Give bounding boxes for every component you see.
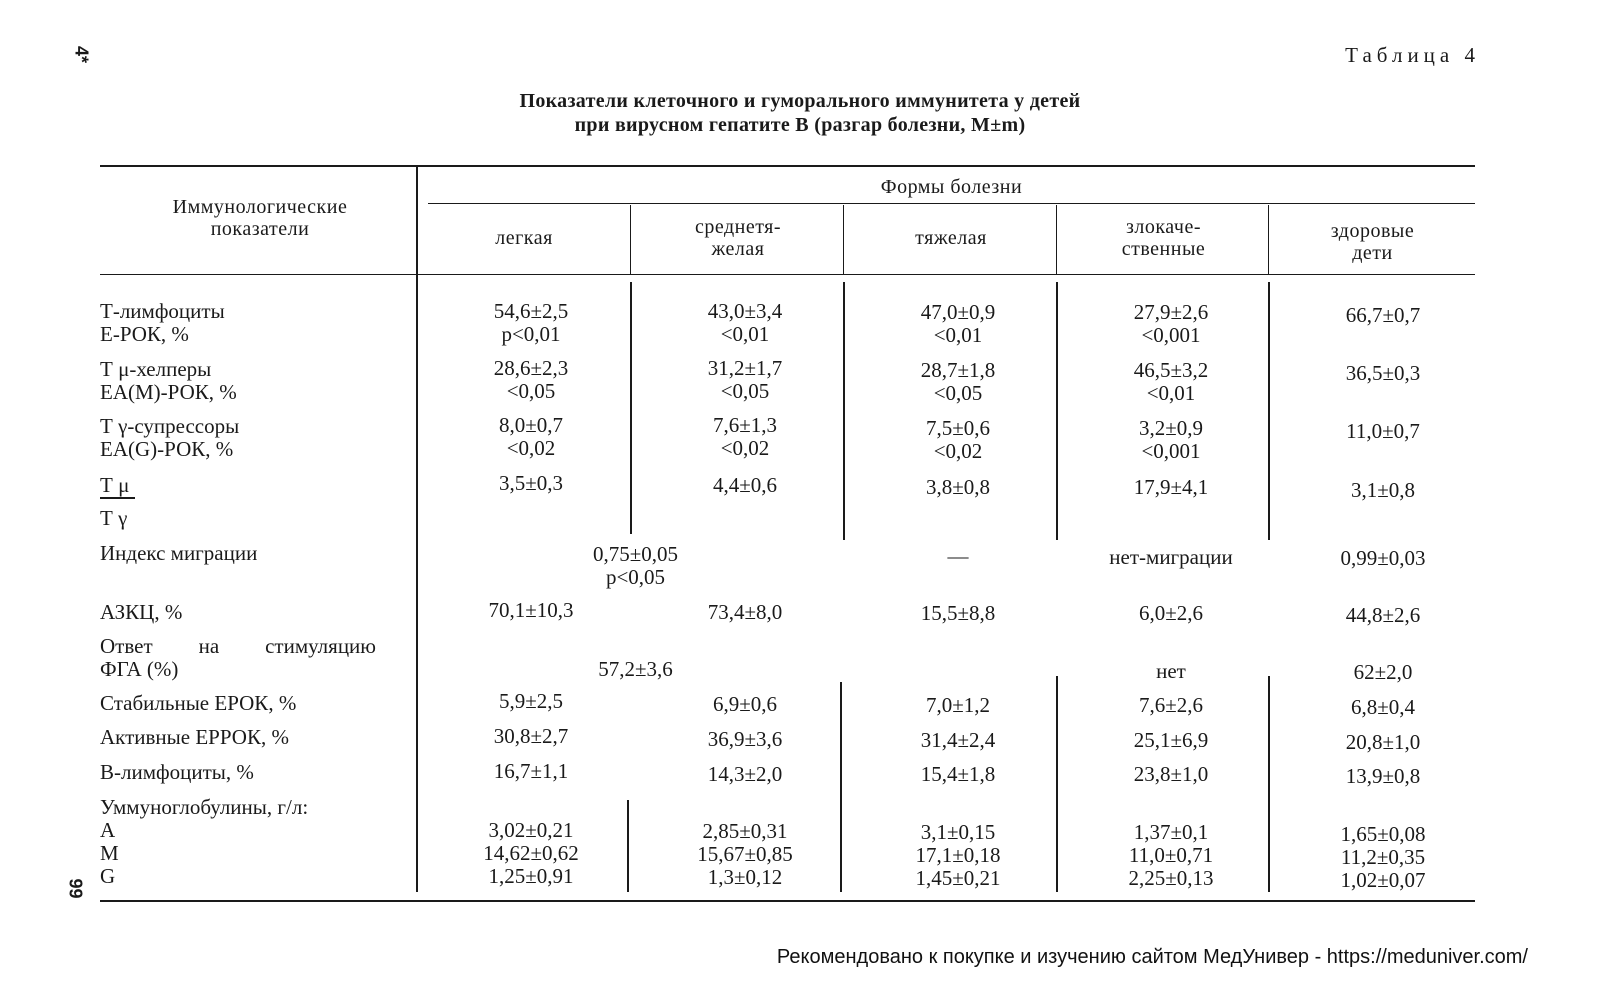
cell-r6-c3 xyxy=(845,602,1071,625)
cell-r8-c4 xyxy=(1058,694,1284,717)
cell-value: 66,7±0,7 xyxy=(1345,303,1421,327)
cell-value: 16,7±1,1 xyxy=(493,759,569,783)
cell-value: 28,6±2,3 xyxy=(493,356,569,380)
row-label-line: ЕА(М)-РОК, % xyxy=(100,380,237,404)
cell-r1-c4 xyxy=(1058,301,1284,347)
cell-r3-c1 xyxy=(418,414,644,460)
cell-r5-c5 xyxy=(1270,547,1496,570)
table-label: Таблица 4 xyxy=(1345,43,1480,67)
cell-value: 36,9±3,6 xyxy=(707,727,783,751)
cell-r2-c2 xyxy=(632,357,858,403)
row-label-word: на xyxy=(198,634,220,658)
cell-value: 6,9±0,6 xyxy=(712,692,778,716)
row-label-active-errok xyxy=(100,726,289,749)
row-label-line: Е-РОК, % xyxy=(100,322,189,346)
row-label-line: А xyxy=(100,818,116,842)
header-col-malignant-line1: злокаче- xyxy=(1126,216,1201,238)
row-label-line: Т μ-хелперы xyxy=(100,357,212,381)
cell-value: 44,8±2,6 xyxy=(1345,603,1421,627)
row-label-line: В-лимфоциты, % xyxy=(100,760,254,784)
cell-value: 1,37±0,1 xyxy=(1133,820,1209,844)
cell-r10-c5 xyxy=(1270,765,1496,788)
cell-value: 3,8±0,8 xyxy=(925,475,991,499)
cell-value: <0,05 xyxy=(506,379,556,403)
cell-value: <0,02 xyxy=(933,439,983,463)
row-label-line1 xyxy=(100,635,376,658)
cell-value xyxy=(632,797,858,820)
cell-value: 6,0±2,6 xyxy=(1138,601,1204,625)
cell-value xyxy=(418,796,644,819)
row-label-line: Индекс миграции xyxy=(100,541,258,565)
cell-r1-c1 xyxy=(418,300,644,346)
cell-value: 2,25±0,13 xyxy=(1128,866,1214,890)
header-indicators-line2: показатели xyxy=(210,218,310,240)
cell-value: p<0,05 xyxy=(605,565,666,589)
cell-value: 2,85±0,31 xyxy=(702,819,788,843)
header-col-moderate-line1: среднетя- xyxy=(694,216,782,238)
cell-value: 5,9±2,5 xyxy=(498,689,564,713)
cell-r3-c5 xyxy=(1270,420,1496,443)
cell-value: 36,5±0,3 xyxy=(1345,361,1421,385)
row-label-line: Активные ЕРРОК, % xyxy=(100,725,289,749)
cell-value: 7,5±0,6 xyxy=(925,416,991,440)
table-title-line2: при вирусном гепатите В (разгар болезни, M±m) xyxy=(574,114,1026,136)
cell-value: 0,99±0,03 xyxy=(1340,546,1426,570)
cell-value: <0,02 xyxy=(506,436,556,460)
cell-value: нет xyxy=(1156,659,1186,683)
page-number: 99 xyxy=(65,878,86,899)
cell-r2-c3 xyxy=(845,359,1071,405)
cell-value: 31,4±2,4 xyxy=(920,728,996,752)
cell-r11-c1 xyxy=(418,796,644,888)
header-col-severe-line1: тяжелая xyxy=(915,227,987,249)
cell-r9-c4 xyxy=(1058,729,1284,752)
row-label-t-suppressors xyxy=(100,415,239,461)
cell-value: 11,0±0,7 xyxy=(1346,419,1420,443)
cell-r5-c3 xyxy=(845,545,1071,568)
cell-value: p<0,01 xyxy=(501,322,561,346)
cell-r10-c2 xyxy=(632,763,858,786)
row-label-word: Ответ xyxy=(100,634,153,658)
cell-r10-c4 xyxy=(1058,763,1284,786)
cell-r6-c4 xyxy=(1058,602,1284,625)
table-title-line1: Показатели клеточного и гуморального иммунитета у детей xyxy=(519,90,1081,112)
cell-value: 7,6±2,6 xyxy=(1138,693,1204,717)
cell-value: 15,4±1,8 xyxy=(920,762,996,786)
row-label-line: АЗКЦ, % xyxy=(100,600,183,624)
footer-recommendation: Рекомендовано к покупке и изучению сайтом МедУнивер - https://meduniver.com/ xyxy=(776,946,1528,968)
cell-value: 13,9±0,8 xyxy=(1345,764,1421,788)
cell-r3-c4 xyxy=(1058,417,1284,463)
row-label-immunoglobulins xyxy=(100,796,308,888)
cell-value: нет-миграции xyxy=(1109,545,1233,569)
cell-value: 1,65±0,08 xyxy=(1340,822,1426,846)
cell-value: <0,05 xyxy=(933,381,983,405)
header-col-healthy-line1: здоровые xyxy=(1330,220,1415,242)
group-header-rule xyxy=(428,203,1475,204)
cell-value: 17,9±4,1 xyxy=(1133,475,1209,499)
cell-value: 73,4±8,0 xyxy=(707,600,783,624)
cell-r5-c12 xyxy=(418,543,853,589)
cell-r11-c3 xyxy=(845,798,1071,890)
row-label-ratio xyxy=(100,474,135,530)
row-label-pha-response xyxy=(100,635,376,681)
header-col-moderate-line2: желая xyxy=(711,238,765,260)
row-label-line: М xyxy=(100,841,119,865)
header-col-malignant xyxy=(1058,216,1269,260)
cell-r7-c4 xyxy=(1058,660,1284,683)
cell-r11-c2 xyxy=(632,797,858,889)
cell-value: 3,1±0,15 xyxy=(920,820,996,844)
header-col-moderate xyxy=(632,216,844,260)
cell-value: 8,0±0,7 xyxy=(498,413,564,437)
cell-value: 43,0±3,4 xyxy=(707,299,783,323)
header-col-healthy xyxy=(1270,220,1475,264)
cell-value xyxy=(1270,800,1496,823)
row-label-adcc xyxy=(100,601,182,624)
cell-value: 3,02±0,21 xyxy=(488,818,574,842)
cell-value: 25,1±6,9 xyxy=(1133,728,1209,752)
cell-value: 46,5±3,2 xyxy=(1133,358,1209,382)
header-col-healthy-line2: дети xyxy=(1352,242,1393,264)
cell-value: 1,02±0,07 xyxy=(1340,868,1426,892)
cell-value: <0,01 xyxy=(933,323,983,347)
cell-r2-c4 xyxy=(1058,359,1284,405)
col-divider-1-header xyxy=(630,205,631,274)
cell-value: 62±2,0 xyxy=(1353,660,1413,684)
row-label-line: ЕА(G)-РОК, % xyxy=(100,437,234,461)
cell-value: 11,2±0,35 xyxy=(1340,845,1426,869)
cell-r4-c4 xyxy=(1058,476,1284,499)
cell-value: 11,0±0,71 xyxy=(1128,843,1214,867)
cell-r8-c2 xyxy=(632,693,858,716)
row-label-line: Стабильные ЕРОК, % xyxy=(100,691,297,715)
cell-value: 1,45±0,21 xyxy=(915,866,1001,890)
cell-value: 30,8±2,7 xyxy=(493,724,569,748)
cell-value: 7,6±1,3 xyxy=(712,413,778,437)
table-top-rule xyxy=(100,165,1475,167)
cell-r6-c5 xyxy=(1270,604,1496,627)
cell-value: 4,4±0,6 xyxy=(712,473,778,497)
cell-value: <0,001 xyxy=(1141,439,1201,463)
cell-value: 27,9±2,6 xyxy=(1133,300,1209,324)
cell-r3-c3 xyxy=(845,417,1071,463)
cell-r4-c2 xyxy=(632,474,858,497)
cell-value: 15,5±8,8 xyxy=(920,601,996,625)
cell-r5-c4 xyxy=(1058,546,1284,569)
header-col-malignant-line2: ственные xyxy=(1121,238,1206,260)
cell-r7-c5 xyxy=(1270,661,1496,684)
cell-value: <0,01 xyxy=(1146,381,1196,405)
cell-value: 28,7±1,8 xyxy=(920,358,996,382)
cell-r11-c4 xyxy=(1058,798,1284,890)
cell-r8-c3 xyxy=(845,694,1071,717)
page-mark-top: 4* xyxy=(71,45,92,63)
col-divider-0 xyxy=(416,167,418,892)
cell-value: <0,05 xyxy=(720,379,770,403)
cell-value: 23,8±1,0 xyxy=(1133,762,1209,786)
cell-r6-c1 xyxy=(418,599,644,622)
header-col-mild xyxy=(418,227,630,249)
row-label-stable-erok xyxy=(100,692,296,715)
cell-value: 31,2±1,7 xyxy=(707,356,783,380)
cell-value: <0,01 xyxy=(720,322,770,346)
cell-r2-c1 xyxy=(418,357,644,403)
cell-r9-c1 xyxy=(418,725,644,748)
cell-value xyxy=(845,798,1071,821)
cell-r7-c123 xyxy=(418,658,853,681)
cell-value: 70,1±10,3 xyxy=(488,598,574,622)
cell-value: 57,2±3,6 xyxy=(598,657,673,681)
cell-value: — xyxy=(947,544,969,568)
cell-r2-c5 xyxy=(1270,362,1496,385)
header-group: Формы болезни xyxy=(880,176,1023,198)
cell-value: 6,8±0,4 xyxy=(1350,695,1416,719)
cell-value: 7,0±1,2 xyxy=(925,693,991,717)
cell-r4-c1 xyxy=(418,472,644,495)
cell-value xyxy=(1058,798,1284,821)
ratio-numerator: Т μ xyxy=(100,474,135,499)
row-label-line: G xyxy=(100,864,116,888)
cell-value: 1,3±0,12 xyxy=(707,865,783,889)
header-bottom-rule xyxy=(100,274,1475,275)
cell-value: 3,5±0,3 xyxy=(498,471,564,495)
cell-value: <0,001 xyxy=(1141,323,1201,347)
cell-r6-c2 xyxy=(632,601,858,624)
header-col-severe xyxy=(845,227,1057,249)
row-label-t-helpers xyxy=(100,358,237,404)
cell-value: <0,02 xyxy=(720,436,770,460)
row-label-migration-index xyxy=(100,542,257,565)
row-label-line2: ФГА (%) xyxy=(100,657,179,681)
header-indicators xyxy=(100,196,420,240)
cell-r11-c5 xyxy=(1270,800,1496,892)
cell-value: 1,25±0,91 xyxy=(488,864,574,888)
cell-r3-c2 xyxy=(632,414,858,460)
cell-r8-c1 xyxy=(418,690,644,713)
cell-value: 54,6±2,5 xyxy=(493,299,569,323)
cell-value: 0,75±0,05 xyxy=(592,542,679,566)
row-label-b-lymphocytes xyxy=(100,761,254,784)
cell-r9-c5 xyxy=(1270,731,1496,754)
row-label-line: Т-лимфоциты xyxy=(100,299,225,323)
cell-value: 3,1±0,8 xyxy=(1350,478,1416,502)
cell-r1-c3 xyxy=(845,301,1071,347)
table-bottom-rule xyxy=(100,900,1475,902)
cell-r4-c5 xyxy=(1270,479,1496,502)
cell-value: 14,62±0,62 xyxy=(483,841,579,865)
row-label-line: Т γ-супрессоры xyxy=(100,414,240,438)
cell-r10-c1 xyxy=(418,760,644,783)
cell-r8-c5 xyxy=(1270,696,1496,719)
cell-r9-c2 xyxy=(632,728,858,751)
row-label-line: Уммуноглобулины, г/л: xyxy=(100,795,309,819)
ratio-denominator: Т γ xyxy=(100,506,128,530)
row-label-word: стимуляцию xyxy=(265,634,376,658)
cell-value: 17,1±0,18 xyxy=(915,843,1001,867)
cell-value: 15,67±0,85 xyxy=(697,842,793,866)
header-col-mild-line1: легкая xyxy=(495,227,553,249)
cell-value: 3,2±0,9 xyxy=(1138,416,1204,440)
cell-r1-c5 xyxy=(1270,304,1496,327)
cell-r10-c3 xyxy=(845,763,1071,786)
row-label-t-lymphocytes xyxy=(100,300,225,346)
cell-r1-c2 xyxy=(632,300,858,346)
header-indicators-line1: Иммунологические xyxy=(172,196,348,218)
cell-value: 47,0±0,9 xyxy=(920,300,996,324)
cell-r9-c3 xyxy=(845,729,1071,752)
cell-r4-c3 xyxy=(845,476,1071,499)
cell-value: 14,3±2,0 xyxy=(707,762,783,786)
cell-value: 20,8±1,0 xyxy=(1345,730,1421,754)
